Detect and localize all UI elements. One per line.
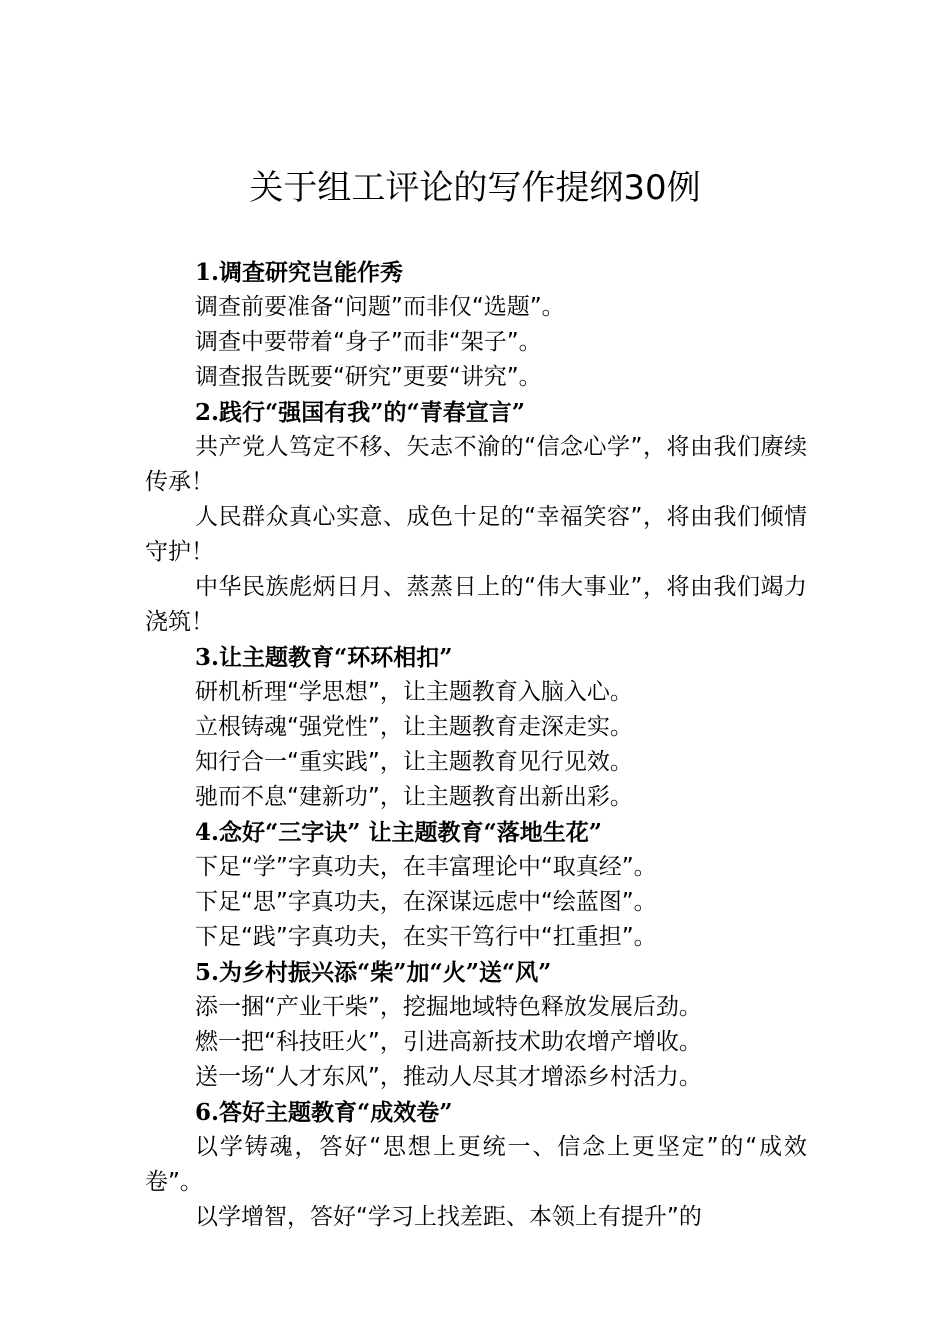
paragraph: 添一捆“产业干柴”，挖掘地域特色释放发展后劲。 <box>195 994 702 1020</box>
paragraph: 调查中要带着“身子”而非“架子”。 <box>195 329 542 355</box>
section-heading: 4.念好“三字诀” 让主题教育“落地生花” <box>195 819 602 846</box>
paragraph: 调查报告既要“研究”更要“讲究”。 <box>195 364 542 390</box>
paragraph: 下足“思”字真功夫，在深谋远虑中“绘蓝图”。 <box>195 889 657 915</box>
paragraph: 调查前要准备“问题”而非仅“选题”。 <box>195 294 565 320</box>
document-title: 关于组工评论的写作提纲30例 <box>249 168 701 208</box>
paragraph: 中华民族彪炳日月、蒸蒸日上的“伟大事业”，将由我们竭力浇筑！ <box>145 574 807 635</box>
section-heading: 5.为乡村振兴添“柴”加“火”送“风” <box>195 959 552 986</box>
section-heading: 2.践行“强国有我”的“青春宣言” <box>195 399 525 426</box>
paragraph: 立根铸魂“强党性”，让主题教育走深走实。 <box>195 714 633 740</box>
paragraph: 知行合一“重实践”，让主题教育见行见效。 <box>195 749 633 775</box>
paragraph: 共产党人笃定不移、矢志不渝的“信念心学”，将由我们赓续传承！ <box>145 434 807 495</box>
section-heading: 3.让主题教育“环环相扣” <box>195 644 453 671</box>
paragraph: 送一场“人才东风”，推动人尽其才增添乡村活力。 <box>195 1064 702 1090</box>
section-heading: 6.答好主题教育“成效卷” <box>195 1099 453 1126</box>
paragraph: 下足“学”字真功夫，在丰富理论中“取真经”。 <box>195 854 657 880</box>
paragraph: 以学铸魂，答好“思想上更统一、信念上更坚定”的“成效卷”。 <box>145 1134 807 1195</box>
paragraph: 下足“践”字真功夫，在实干笃行中“扛重担”。 <box>195 924 657 950</box>
paragraph: 燃一把“科技旺火”，引进高新技术助农增产增收。 <box>195 1029 702 1055</box>
paragraph: 人民群众真心实意、成色十足的“幸福笑容”，将由我们倾情守护！ <box>145 504 807 565</box>
paragraph: 驰而不息“建新功”，让主题教育出新出彩。 <box>195 784 633 810</box>
section-heading: 1.调查研究岂能作秀 <box>195 259 404 286</box>
document-body <box>145 255 807 1235</box>
paragraph: 以学增智，答好“学习上找差距、本领上有提升”的 <box>195 1204 702 1230</box>
paragraph: 研机析理“学思想”，让主题教育入脑入心。 <box>195 679 633 705</box>
